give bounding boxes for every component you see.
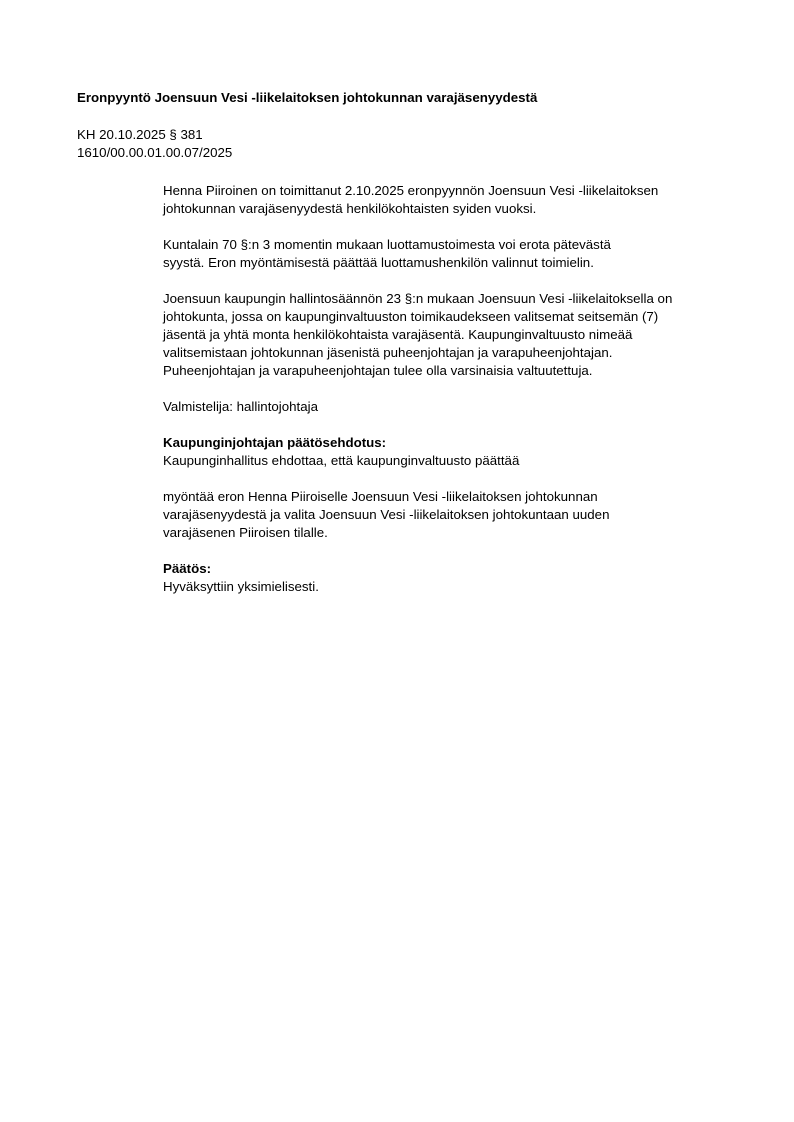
paragraph-board-composition — [163, 290, 743, 380]
document-body — [163, 182, 743, 614]
decision-heading: Päätös: — [163, 561, 212, 576]
proposal-section — [163, 434, 743, 470]
proposal-line: myöntää eron Henna Piiroiselle Joensuun Vesi -liikelaitoksen johtokunnan — [163, 489, 598, 504]
proposal-heading: Kaupunginjohtajan päätösehdotus: — [163, 435, 387, 450]
proposal-line: varajäsenen Piiroisen tilalle. — [163, 525, 328, 540]
document-meta — [77, 126, 232, 162]
paragraph-line: johtokunnan varajäsenyydestä henkilökohtaisten syiden vuoksi. — [163, 201, 537, 216]
paragraph-resignation — [163, 182, 743, 218]
paragraph-line: Henna Piiroinen on toimittanut 2.10.2025 eronpyynnön Joensuun Vesi -liikelaitoksen — [163, 183, 659, 198]
proposal-intro: Kaupunginhallitus ehdottaa, että kaupunginvaltuusto päättää — [163, 453, 520, 468]
paragraph-line: jäsentä ja yhtä monta henkilökohtaista varajäsentä. Kaupunginvaltuusto nimeää — [163, 327, 633, 342]
record-number: 1610/00.00.01.00.07/2025 — [77, 145, 233, 160]
paragraph-line: johtokunta, jossa on kaupunginvaltuuston toimikaudekseen valitsemat seitsemän (7) — [163, 309, 659, 324]
paragraph-line: Puheenjohtajan ja varapuheenjohtajan tulee olla varsinaisia valtuutettuja. — [163, 363, 593, 378]
paragraph-line: Kuntalain 70 §:n 3 momentin mukaan luottamustoimesta voi erota pätevästä — [163, 237, 611, 252]
paragraph-line: valitsemistaan johtokunnan jäsenistä puheenjohtajan ja varapuheenjohtajan. — [163, 345, 613, 360]
decision-section — [163, 560, 743, 596]
meeting-reference: KH 20.10.2025 § 381 — [77, 127, 203, 142]
paragraph-preparer — [163, 398, 743, 416]
document-title: Eronpyyntö Joensuun Vesi -liikelaitoksen johtokunnan varajäsenyydestä — [77, 90, 538, 105]
paragraph-line: syystä. Eron myöntämisestä päättää luottamushenkilön valinnut toimielin. — [163, 255, 594, 270]
proposal-line: varajäsenyydestä ja valita Joensuun Vesi -liikelaitoksen johtokuntaan uuden — [163, 507, 610, 522]
proposal-text — [163, 488, 743, 542]
decision-text: Hyväksyttiin yksimielisesti. — [163, 579, 319, 594]
paragraph-line: Valmistelija: hallintojohtaja — [163, 399, 318, 414]
paragraph-legal-basis — [163, 236, 743, 272]
paragraph-line: Joensuun kaupungin hallintosäännön 23 §:n mukaan Joensuun Vesi -liikelaitoksella on — [163, 291, 673, 306]
